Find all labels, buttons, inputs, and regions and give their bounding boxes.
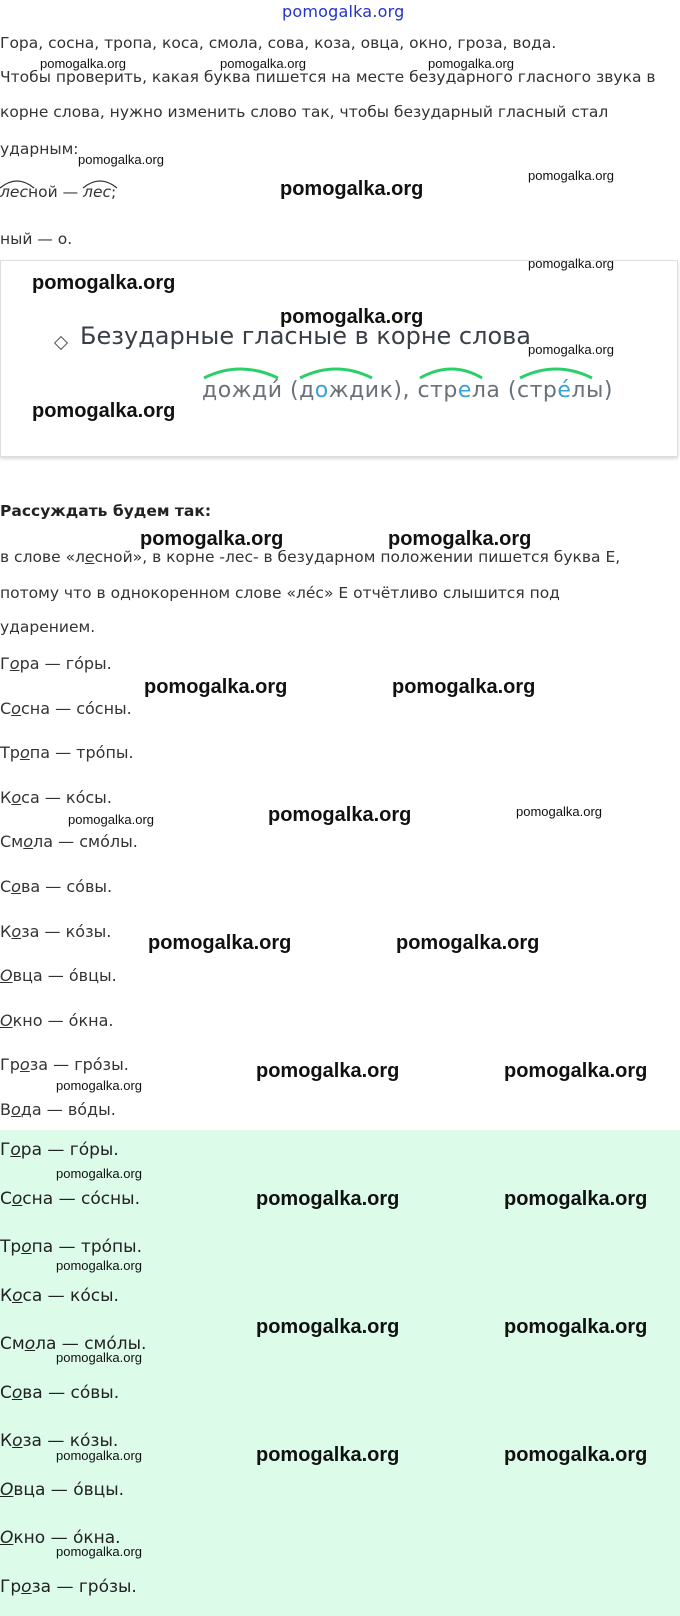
pair-prefix: С	[0, 877, 12, 896]
watermark-text: pomogalka.org	[268, 804, 412, 826]
reasoning-line-1: в слове «лесной», в корне -лес- в безударном положении пишется буква Е,	[0, 548, 621, 566]
root-arc-2: лес	[83, 183, 111, 201]
watermark-text: pomogalka.org	[256, 1060, 400, 1082]
reasoning-heading: Рассуждать будем так:	[0, 502, 212, 520]
watermark-text: pomogalka.org	[388, 528, 532, 550]
pair-prefix: К	[0, 1431, 13, 1451]
watermark-text: pomogalka.org	[148, 932, 292, 954]
watermark-text: pomogalka.org	[280, 178, 424, 200]
pair-vowel: о	[12, 1285, 23, 1306]
pair-vowel: о	[11, 1188, 23, 1209]
pair-prefix: С	[0, 698, 12, 718]
rule-line-3: ударным:	[0, 140, 79, 158]
watermark-text: pomogalka.org	[504, 1188, 648, 1210]
watermark-text: pomogalka.org	[256, 1188, 400, 1210]
pair-prefix: К	[0, 921, 12, 941]
pair-vowel: о	[12, 1431, 23, 1451]
pair-rest: ра — го́ры.	[20, 1140, 119, 1160]
watermark-text: pomogalka.org	[504, 1316, 648, 1338]
pair-rest: вца — о́вцы.	[13, 1479, 125, 1500]
pair-prefix: Гр	[0, 1055, 20, 1075]
example-suffix: ной —	[27, 183, 79, 201]
reasoning-line-2: потому что в однокоренном слове «ле́с» Е отчётливо слышится под	[0, 584, 560, 602]
pair-vowel: О	[0, 1528, 14, 1548]
pair-rest: ра — го́ры.	[19, 654, 112, 673]
pair-vowel: о	[21, 1237, 32, 1257]
pair-rest: ла — смо́лы.	[33, 832, 138, 852]
pair-rest: за — ко́зы.	[22, 1431, 119, 1451]
pair-vowel: о	[11, 921, 22, 941]
pair-prefix: Г	[0, 654, 10, 673]
pair-rest: вца — о́вцы.	[12, 966, 117, 986]
arc-icon	[520, 369, 592, 378]
pair-rest: сна — со́сны.	[20, 698, 132, 718]
pair-rest: са — ко́сы.	[22, 1285, 119, 1306]
watermark-text: pomogalka.org	[396, 932, 540, 954]
pair-vowel: о	[10, 1140, 21, 1160]
rule-line-2: корне слова, нужно изменить слово так, чтобы безударный гласный стал	[0, 103, 609, 121]
watermark-text: pomogalka.org	[56, 1448, 142, 1463]
watermark-text: pomogalka.org	[56, 1078, 142, 1093]
pair-prefix: Тр	[0, 743, 20, 763]
pair-rest: за — гро́зы.	[29, 1055, 129, 1075]
pair-rest: па — тро́пы.	[31, 1237, 142, 1257]
pair-item	[0, 699, 132, 718]
pair-item	[0, 788, 112, 807]
pair-prefix: Г	[0, 1140, 11, 1160]
pair-item	[0, 1100, 116, 1119]
pair-prefix: С	[0, 1382, 12, 1403]
root-arc-icon	[0, 177, 36, 189]
pair-prefix: К	[0, 1285, 13, 1306]
pair-vowel: о	[11, 877, 21, 896]
watermark-text: pomogalka.org	[56, 1166, 142, 1181]
watermark-text: pomogalka.org	[528, 168, 614, 183]
pair-item	[0, 1383, 119, 1403]
pair-item	[0, 1189, 140, 1209]
pair-item	[0, 1140, 119, 1160]
pair-vowel: О	[0, 1010, 13, 1030]
pair-item	[0, 832, 138, 851]
watermark-text: pomogalka.org	[220, 56, 306, 71]
watermark-text: pomogalka.org	[56, 1544, 142, 1559]
pair-rest: сна — со́сны.	[22, 1188, 141, 1209]
arc-icon	[300, 369, 372, 378]
pair-rest: за — гро́зы.	[31, 1576, 137, 1597]
pair-prefix: С	[0, 1188, 12, 1209]
pair-vowel: О	[0, 1479, 14, 1500]
pair-prefix: Тр	[0, 1237, 22, 1257]
pair-item	[0, 966, 117, 985]
pair-item	[0, 922, 111, 941]
pair-vowel: о	[11, 787, 22, 807]
pair-vowel: о	[19, 743, 30, 763]
watermark-text: pomogalka.org	[504, 1444, 648, 1466]
pair-vowel: о	[10, 1100, 21, 1119]
pair-rest: ва — со́вы.	[20, 877, 113, 896]
pair-item	[0, 1480, 124, 1500]
pair-vowel: о	[11, 698, 21, 718]
watermark-text: pomogalka.org	[392, 676, 536, 698]
pair-vowel: о	[19, 1055, 30, 1075]
example-end: ;	[111, 183, 117, 201]
root-arc-1: лес	[0, 183, 28, 201]
watermark-text: pomogalka.org	[32, 400, 176, 422]
pair-item	[0, 1237, 142, 1257]
watermark-text: pomogalka.org	[78, 152, 164, 167]
watermark-text: pomogalka.org	[504, 1060, 648, 1082]
watermark-text: pomogalka.org	[280, 306, 424, 328]
pair-rest: да — во́ды.	[20, 1100, 116, 1119]
pair-vowel: о	[11, 1382, 23, 1403]
pair-item	[0, 1055, 129, 1074]
pair-item	[0, 1011, 113, 1030]
pair-rest: са — ко́сы.	[21, 787, 112, 807]
pair-item	[0, 654, 112, 673]
watermark-text: pomogalka.org	[256, 1316, 400, 1338]
cut-line: ный — о.	[0, 230, 73, 248]
rule-line-1: Чтобы проверить, какая буква пишется на месте безударного гласного звука в	[0, 68, 656, 86]
pair-prefix: Гр	[0, 1576, 22, 1597]
watermark-text: pomogalka.org	[40, 56, 126, 71]
pair-rest: кно — о́кна.	[12, 1010, 114, 1030]
pair-rest: за — ко́зы.	[21, 921, 112, 941]
pair-prefix: К	[0, 787, 12, 807]
site-title-link[interactable]: pomogalka.org	[282, 2, 405, 21]
root-arc-icon	[81, 177, 119, 189]
pair-vowel: о	[24, 1334, 36, 1354]
watermark-text: pomogalka.org	[528, 342, 614, 357]
pair-rest: ла — смо́лы.	[35, 1334, 147, 1354]
watermark-text: pomogalka.org	[428, 56, 514, 71]
pair-vowel: о	[21, 1576, 32, 1597]
pair-item	[0, 1577, 137, 1597]
pair-rest: ва — со́вы.	[22, 1382, 120, 1403]
pair-item	[0, 877, 112, 896]
watermark-text: pomogalka.org	[68, 812, 154, 827]
pair-prefix: См	[0, 832, 24, 852]
watermark-text: pomogalka.org	[144, 676, 288, 698]
watermark-text: pomogalka.org	[528, 256, 614, 271]
pair-item	[0, 1286, 119, 1306]
reasoning-line-3: ударением.	[0, 618, 96, 636]
watermark-text: pomogalka.org	[56, 1350, 142, 1365]
watermark-text: pomogalka.org	[56, 1258, 142, 1273]
arc-icon	[420, 369, 482, 378]
pair-prefix: В	[0, 1100, 11, 1119]
watermark-text: pomogalka.org	[32, 272, 176, 294]
arc-icon	[204, 369, 278, 378]
banner-title: Безударные гласные в корне слова	[80, 322, 531, 350]
banner-example: дожди́ (дождик), стрела (стре́лы)	[202, 378, 613, 403]
pair-prefix: См	[0, 1334, 25, 1354]
watermark-text: pomogalka.org	[516, 804, 602, 819]
pair-rest: кно — о́кна.	[13, 1528, 121, 1548]
words-line: Гора, сосна, тропа, коса, смола, сова, коза, овца, окно, гроза, вода.	[0, 34, 557, 52]
pair-vowel: О	[0, 966, 13, 986]
watermark-text: pomogalka.org	[140, 528, 284, 550]
pair-vowel: о	[23, 832, 34, 852]
pair-rest: па — тро́пы.	[29, 743, 134, 763]
pair-vowel: о	[9, 654, 20, 673]
example-line	[0, 183, 116, 201]
pair-item	[0, 743, 134, 762]
watermark-text: pomogalka.org	[256, 1444, 400, 1466]
